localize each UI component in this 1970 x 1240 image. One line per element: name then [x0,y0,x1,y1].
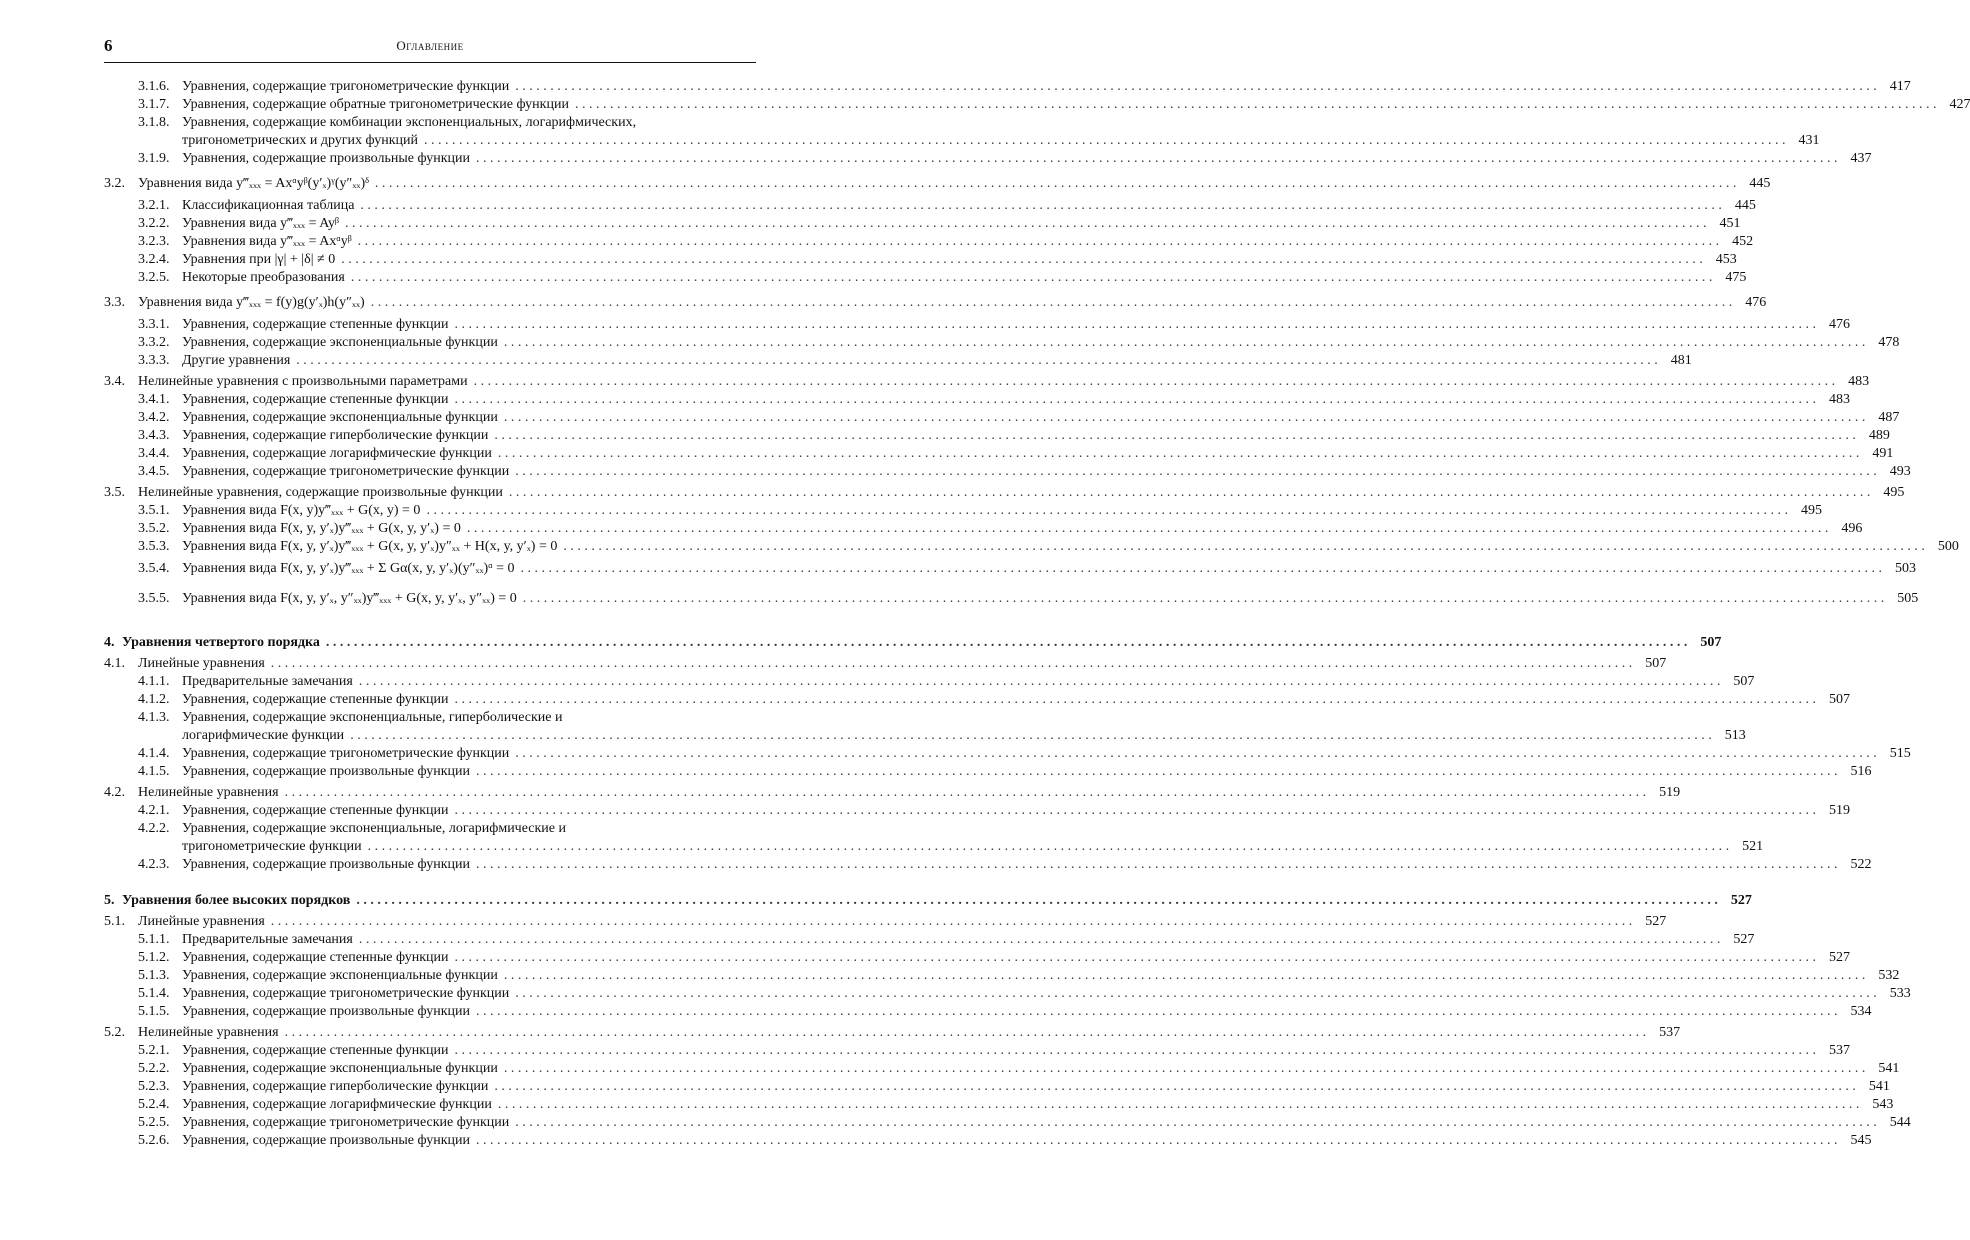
toc-entry[interactable] [104,1003,1872,1021]
toc-entry-number: 3.2.1. [138,198,170,213]
toc-entry[interactable] [104,352,1692,370]
leader-dots [356,892,1718,910]
leader-dots [515,1114,1877,1132]
leader-dots [326,634,1688,652]
toc-entry-title: Уравнения вида F(x, y, y′ₓ, y″ₓₓ)y‴ₓₓₓ + G(x, y, y′ₓ, y″ₓₓ) = 0 [182,591,517,606]
toc-entry-page: 515 [1889,746,1911,761]
toc-entry[interactable] [104,1060,1900,1078]
toc-entry[interactable] [104,78,1911,96]
toc-entry-page: 503 [1895,561,1917,576]
toc-entry-number: 3.1.7. [138,97,170,112]
toc-entry-number: 5.1.5. [138,1004,170,1019]
leader-dots [504,967,1866,985]
leader-dots [515,463,1877,481]
toc-entry-title: Уравнения вида F(x, y)y‴ₓₓₓ + G(x, y) = 0 [182,503,421,518]
toc-entry-number: 3.5.4. [138,561,170,576]
toc-entry-title: Уравнения, содержащие произвольные функции [182,1004,470,1019]
leader-dots [476,150,1838,168]
toc-entry[interactable] [104,1114,1911,1132]
leader-dots [476,1132,1838,1150]
toc-entry[interactable] [104,334,1900,352]
toc-entry-title: Предварительные замечания [182,932,353,947]
toc-entry-title: Уравнения, содержащие логарифмические функции [182,446,492,461]
toc-entry-title: Уравнения, содержащие произвольные функции [182,151,470,166]
toc-entry-title: Уравнения, содержащие тригонометрические функции [182,464,510,479]
toc-entry-title: Линейные уравнения [138,914,265,929]
toc-entry[interactable] [104,582,1919,616]
page-number: 6 [104,36,113,55]
toc-entry-number: 4.2.2. [138,821,170,836]
toc-entry-number: 3.1.8. [138,115,170,130]
toc-entry[interactable] [104,763,1872,781]
running-title: Оглавление [396,38,464,53]
toc-entry-page: 431 [1798,133,1820,148]
toc-entry-number: 3.5. [104,485,125,500]
toc-entry-number: 3.4.3. [138,428,170,443]
toc-entry-number: 3.2.5. [138,270,170,285]
leader-dots [521,556,1883,582]
leader-dots [296,352,1658,370]
toc-entry-number: 3.3.2. [138,335,170,350]
toc-entry-page: 445 [1734,198,1756,213]
toc-entry-page: 545 [1850,1133,1872,1148]
leader-dots [358,233,1720,251]
toc-entry-page: 507 [1733,674,1755,689]
toc-entry-number: 4. [104,635,115,650]
toc-entry-number: 3.4.5. [138,464,170,479]
leader-dots [271,655,1633,673]
toc-entry[interactable] [104,463,1911,481]
toc-entry[interactable] [104,114,1820,150]
toc-entry-page: 495 [1800,503,1822,518]
leader-dots [345,215,1707,233]
toc-entry-page: 427 [1949,97,1970,112]
toc-entry[interactable] [104,1096,1894,1114]
leader-dots [360,197,1722,215]
toc-entry-title: Уравнения вида y‴ₓₓₓ = f(y)g(y′ₓ)h(y″ₓₓ) [138,295,365,310]
toc-entry-title: логарифмические функции [182,728,345,743]
table-of-contents [104,78,1970,1150]
toc-entry[interactable] [104,856,1872,874]
toc-entry-title: Уравнения, содержащие гиперболические функции [182,1079,489,1094]
toc-entry[interactable] [104,655,1667,673]
leader-dots [509,484,1871,502]
toc-entry-page: 533 [1889,986,1911,1001]
toc-entry-title: Другие уравнения [182,353,291,368]
toc-entry[interactable] [104,445,1894,463]
toc-entry-number: 5.1.1. [138,932,170,947]
toc-entry-number: 3.5.5. [138,591,170,606]
leader-dots [455,1042,1817,1060]
toc-entry-title: Уравнения, содержащие экспоненциальные функции [182,968,498,983]
toc-entry-title: Линейные уравнения [138,656,265,671]
toc-entry[interactable] [104,802,1851,820]
toc-entry[interactable] [104,520,1863,538]
toc-entry-number: 4.1.1. [138,674,170,689]
toc-entry-number: 4.2.3. [138,857,170,872]
toc-entry-page: 519 [1659,785,1681,800]
toc-entry-title: Предварительные замечания [182,674,353,689]
toc-entry-number: 3.5.3. [138,539,170,554]
toc-entry[interactable] [104,484,1905,502]
toc-entry-number: 5. [104,893,115,908]
toc-entry-title: Уравнения, содержащие гиперболические функции [182,428,489,443]
toc-entry-title: Уравнения при |γ| + |δ| ≠ 0 [182,252,336,267]
toc-entry-title: Уравнения вида F(x, y, y′ₓ)y‴ₓₓₓ + Σ Gα(x, y, y′ₓ)(y″ₓₓ)ᵅ = 0 [182,561,515,576]
toc-entry[interactable] [104,913,1667,931]
toc-entry-number: 5.2.3. [138,1079,170,1094]
leader-dots [563,538,1925,556]
toc-entry-number: 3.1.9. [138,151,170,166]
page-header [104,36,756,60]
toc-entry-page: 505 [1897,591,1919,606]
toc-entry-page: 496 [1841,521,1863,536]
toc-entry-page: 522 [1850,857,1872,872]
toc-entry[interactable] [104,892,1752,910]
toc-entry[interactable] [104,96,1970,114]
toc-entry-title: Уравнения, содержащие экспоненциальные функции [182,410,498,425]
toc-entry-page: 491 [1872,446,1894,461]
toc-entry-number: 3.2. [104,176,125,191]
toc-entry[interactable] [104,985,1911,1003]
leader-dots [375,171,1737,197]
toc-entry-number: 4.1.5. [138,764,170,779]
toc-entry[interactable] [104,784,1681,802]
leader-dots [515,745,1877,763]
toc-entry-page: 527 [1829,950,1851,965]
toc-entry-title: Уравнения, содержащие обратные тригонометрические функции [182,97,569,112]
toc-entry-page: 475 [1725,270,1747,285]
toc-entry-title: тригонометрических и других функций [182,133,419,148]
leader-dots [455,391,1817,409]
toc-entry-page: 417 [1889,79,1911,94]
leader-dots [504,1060,1866,1078]
leader-dots [515,985,1877,1003]
leader-dots [350,727,1712,745]
leader-dots [455,949,1817,967]
toc-entry-page: 489 [1868,428,1890,443]
toc-entry-title: Нелинейные уравнения [138,785,279,800]
toc-entry-title: Уравнения вида y‴ₓₓₓ = Axᵅyᵝ(y′ₓ)ᵞ(y″ₓₓ)ᵟ [138,176,369,191]
toc-entry-number: 3.5.2. [138,521,170,536]
toc-entry-title: Уравнения, содержащие степенные функции [182,692,449,707]
toc-entry-page: 544 [1889,1115,1911,1130]
toc-entry-page: 452 [1732,234,1754,249]
toc-entry-page: 476 [1745,295,1767,310]
toc-entry[interactable] [104,538,1959,556]
leader-dots [523,582,1885,616]
toc-entry-number: 3.3.1. [138,317,170,332]
toc-entry[interactable] [104,427,1890,445]
toc-entry-number: 5.2.1. [138,1043,170,1058]
leader-dots [498,1096,1860,1114]
toc-entry-number: 3.2.3. [138,234,170,249]
toc-entry-title: Классификационная таблица [182,198,355,213]
toc-entry-number: 5.2.5. [138,1115,170,1130]
leader-dots [575,96,1937,114]
toc-entry-page: 541 [1878,1061,1900,1076]
toc-entry-page: 507 [1645,656,1667,671]
toc-entry[interactable] [104,171,1771,197]
toc-entry[interactable] [104,197,1756,215]
leader-dots [285,784,1647,802]
leader-dots [494,427,1856,445]
toc-entry-title: Уравнения вида y‴ₓₓₓ = Axᵅyᵝ [182,234,352,249]
toc-entry-number: 4.2.1. [138,803,170,818]
leader-dots [359,673,1721,691]
toc-entry-title-line1: Уравнения, содержащие экспоненциальные, логарифмические и [182,821,567,836]
header-rule [104,62,756,63]
toc-entry[interactable] [104,967,1900,985]
toc-entry-number: 4.1.2. [138,692,170,707]
toc-entry[interactable] [104,673,1755,691]
leader-dots [455,316,1817,334]
toc-entry-page: 483 [1848,374,1870,389]
toc-entry[interactable] [104,251,1737,269]
toc-entry-page: 507 [1700,635,1722,650]
leader-dots [494,1078,1856,1096]
toc-entry-page: 516 [1850,764,1872,779]
toc-entry-page: 493 [1889,464,1911,479]
toc-entry[interactable] [104,949,1851,967]
toc-entry-number: 4.1. [104,656,125,671]
toc-entry-page: 478 [1878,335,1900,350]
toc-entry[interactable] [104,691,1851,709]
toc-entry-number: 3.3.3. [138,353,170,368]
toc-entry-number: 5.2.4. [138,1097,170,1112]
leader-dots [498,445,1860,463]
toc-entry-title: Уравнения, содержащие тригонометрические функции [182,986,510,1001]
toc-entry[interactable] [104,150,1872,168]
toc-entry-number: 3.3. [104,295,125,310]
toc-entry-page: 495 [1883,485,1905,500]
toc-entry[interactable] [104,373,1870,391]
toc-entry-title: Уравнения вида y‴ₓₓₓ = Ayᵝ [182,216,339,231]
toc-entry-number: 5.1.2. [138,950,170,965]
leader-dots [504,409,1866,427]
toc-entry-page: 541 [1868,1079,1890,1094]
leader-dots [359,931,1721,949]
toc-entry-page: 521 [1742,839,1764,854]
toc-entry-page: 437 [1850,151,1872,166]
toc-entry-title-line1: Уравнения, содержащие экспоненциальные, гиперболические и [182,710,563,725]
toc-entry[interactable] [104,269,1747,287]
leader-dots [476,856,1838,874]
toc-entry-title: Уравнения, содержащие логарифмические функции [182,1097,492,1112]
toc-entry[interactable] [104,1078,1890,1096]
toc-entry[interactable] [104,709,1746,745]
leader-dots [424,132,1786,150]
toc-entry-page: 487 [1878,410,1900,425]
leader-dots [271,913,1633,931]
toc-entry-page: 453 [1715,252,1737,267]
toc-entry[interactable] [104,745,1911,763]
toc-entry-number: 3.4. [104,374,125,389]
toc-entry-title: Уравнения, содержащие степенные функции [182,317,449,332]
toc-entry-title: Уравнения более высоких порядков [122,893,351,908]
toc-entry-page: 532 [1878,968,1900,983]
toc-entry-title: Уравнения, содержащие экспоненциальные функции [182,1061,498,1076]
leader-dots [474,373,1836,391]
toc-entry-number: 4.2. [104,785,125,800]
toc-entry-number: 3.5.1. [138,503,170,518]
toc-entry-title: Уравнения, содержащие тригонометрические функции [182,1115,510,1130]
toc-entry[interactable] [104,409,1900,427]
toc-entry-number: 5.1.4. [138,986,170,1001]
leader-dots [467,520,1829,538]
toc-entry-page: 527 [1733,932,1755,947]
toc-entry-title: Уравнения, содержащие степенные функции [182,392,449,407]
toc-entry-number: 3.4.4. [138,446,170,461]
toc-entry-number: 3.2.4. [138,252,170,267]
toc-entry[interactable] [104,634,1722,652]
toc-entry-title: Нелинейные уравнения, содержащие произвольные функции [138,485,503,500]
toc-entry-title-line1: Уравнения, содержащие комбинации экспоненциальных, логарифмических, [182,115,637,130]
leader-dots [504,334,1866,352]
toc-entry-page: 451 [1719,216,1741,231]
toc-entry-number: 3.1.6. [138,79,170,94]
toc-entry-title: Уравнения вида F(x, y, y′ₓ)y‴ₓₓₓ + G(x, y, y′ₓ) = 0 [182,521,461,536]
leader-dots [455,802,1817,820]
leader-dots [285,1024,1647,1042]
toc-entry-number: 5.1. [104,914,125,929]
toc-entry-title: Нелинейные уравнения с произвольными параметрами [138,374,468,389]
toc-entry-number: 5.2. [104,1025,125,1040]
toc-entry-page: 500 [1937,539,1959,554]
toc-entry[interactable] [104,233,1754,251]
toc-entry-title: Некоторые преобразования [182,270,345,285]
toc-entry-title: Уравнения четвертого порядка [122,635,320,650]
toc-entry[interactable] [104,1042,1851,1060]
toc-entry-title: Уравнения, содержащие произвольные функции [182,1133,470,1148]
leader-dots [476,1003,1838,1021]
toc-entry[interactable] [104,820,1764,856]
leader-dots [368,838,1730,856]
leader-dots [341,251,1703,269]
leader-dots [515,78,1877,96]
toc-entry[interactable] [104,1024,1681,1042]
toc-entry-page: 507 [1829,692,1851,707]
toc-entry-page: 537 [1659,1025,1681,1040]
toc-entry[interactable] [104,1132,1872,1150]
toc-entry-number: 3.2.2. [138,216,170,231]
toc-entry-title: Уравнения, содержащие тригонометрические функции [182,79,510,94]
leader-dots [351,269,1713,287]
leader-dots [371,290,1733,316]
toc-entry-title: Уравнения, содержащие степенные функции [182,1043,449,1058]
leader-dots [476,763,1838,781]
toc-entry-page: 476 [1829,317,1851,332]
toc-entry-page: 445 [1749,176,1771,191]
toc-entry-page: 534 [1850,1004,1872,1019]
toc-entry-number: 3.4.1. [138,392,170,407]
toc-entry-title: Нелинейные уравнения [138,1025,279,1040]
toc-entry-title: Уравнения, содержащие степенные функции [182,803,449,818]
toc-entry-page: 537 [1829,1043,1851,1058]
toc-entry-title: тригонометрические функции [182,839,362,854]
toc-entry-page: 483 [1829,392,1851,407]
toc-entry-page: 543 [1872,1097,1894,1112]
toc-entry-number: 4.1.3. [138,710,170,725]
toc-entry-title: Уравнения, содержащие степенные функции [182,950,449,965]
toc-entry-page: 527 [1730,893,1752,908]
toc-entry-number: 4.1.4. [138,746,170,761]
toc-entry[interactable] [104,556,1917,582]
toc-entry[interactable] [104,391,1851,409]
toc-entry[interactable] [104,931,1755,949]
toc-entry[interactable] [104,502,1822,520]
toc-entry[interactable] [104,215,1741,233]
toc-entry-page: 513 [1724,728,1746,743]
toc-entry[interactable] [104,290,1767,316]
toc-entry-page: 527 [1645,914,1667,929]
toc-entry-number: 5.1.3. [138,968,170,983]
leader-dots [455,691,1817,709]
toc-entry-title: Уравнения, содержащие тригонометрические функции [182,746,510,761]
toc-entry-title: Уравнения вида F(x, y, y′ₓ)y‴ₓₓₓ + G(x, y, y′ₓ)y″ₓₓ + H(x, y, y′ₓ) = 0 [182,539,558,554]
toc-entry-page: 519 [1829,803,1851,818]
toc-entry-number: 5.2.2. [138,1061,170,1076]
toc-entry-title: Уравнения, содержащие произвольные функции [182,857,470,872]
toc-entry-title: Уравнения, содержащие экспоненциальные функции [182,335,498,350]
toc-entry-page: 481 [1670,353,1692,368]
toc-entry-number: 5.2.6. [138,1133,170,1148]
toc-entry-number: 3.4.2. [138,410,170,425]
leader-dots [426,502,1788,520]
toc-entry-title: Уравнения, содержащие произвольные функции [182,764,470,779]
toc-entry[interactable] [104,316,1851,334]
